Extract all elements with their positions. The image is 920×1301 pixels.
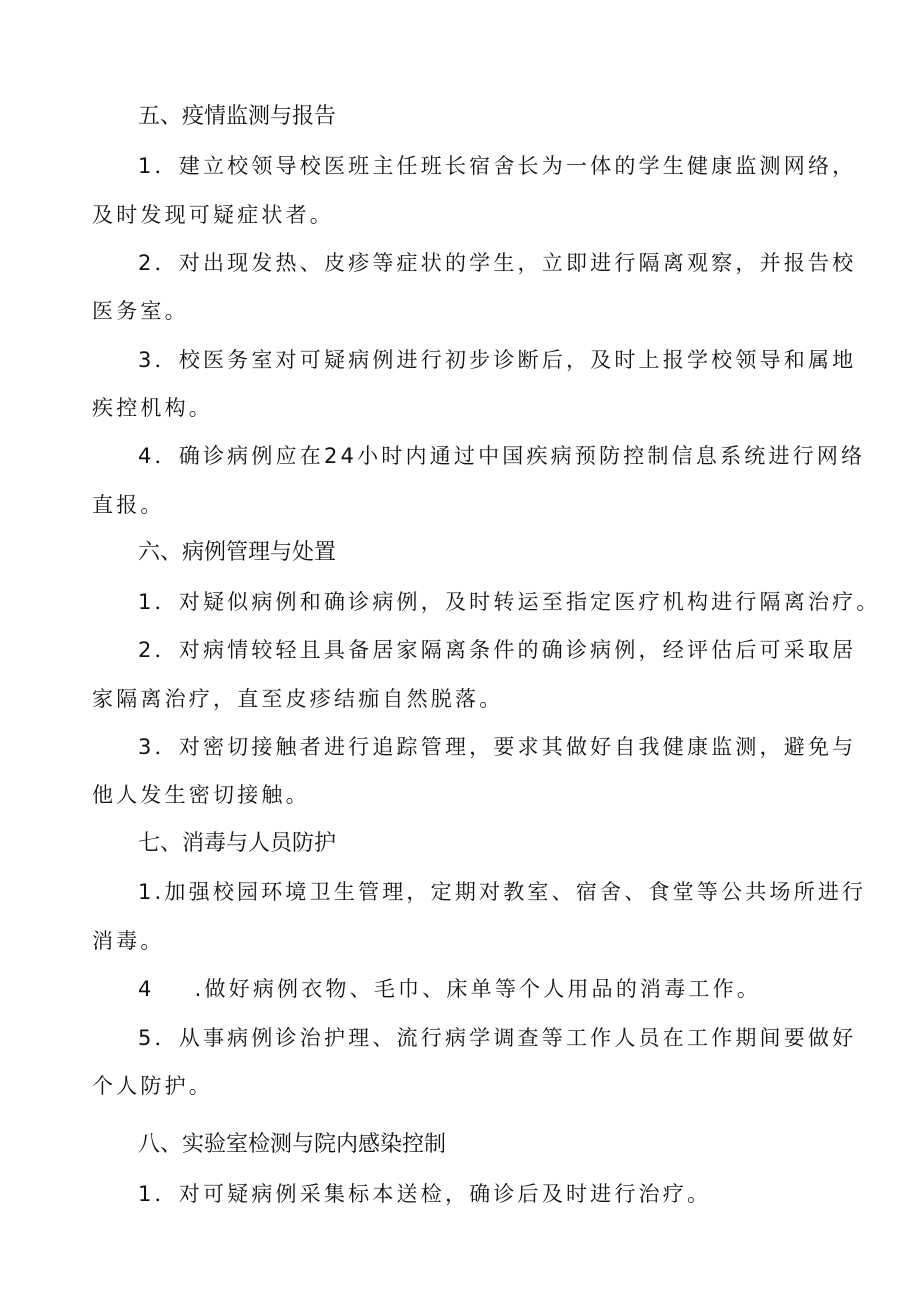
list-item-line: 消毒。 [92,929,165,953]
list-item-line: 1．对可疑病例采集标本送检，确诊后及时进行治疗。 [138,1182,712,1206]
section-heading: 七、消毒与人员防护 [138,831,337,856]
list-item-line: 1．对疑似病例和确诊病例，及时转运至指定医疗机构进行隔离治疗。 [138,590,881,614]
list-item-line: 3．校医务室对可疑病例进行初步诊断后，及时上报学校领导和属地 [138,348,857,372]
list-item-line: 1.加强校园环境卫生管理，定期对教室、宿舍、食堂等公共场所进行 [138,880,867,904]
list-item-line: 直报。 [92,493,165,517]
list-item-line: 及时发现可疑症状者。 [92,203,334,227]
list-item-number: 4 [138,977,155,1001]
list-item-line [138,975,761,1003]
section-heading: 六、病例管理与处置 [138,540,337,565]
list-item-line: 他人发生密切接触。 [92,783,310,807]
list-item-text: .做好病例衣物、毛巾、床单等个人用品的消毒工作。 [194,977,762,1001]
list-item-line: 个人防护。 [92,1074,213,1098]
list-item-line: 2．对病情较轻且具备居家隔离条件的确诊病例，经评估后可采取居 [138,638,857,662]
list-item-line: 2．对出现发热、皮疹等症状的学生，立即进行隔离观察，并报告校 [138,251,857,275]
list-item-line: 5．从事病例诊治护理、流行病学调查等工作人员在工作期间要做好 [138,1026,857,1050]
list-item-line: 疾控机构。 [92,396,213,420]
list-item-line: 3．对密切接触者进行追踪管理，要求其做好自我健康监测，避免与 [138,735,857,759]
list-item-line: 医务室。 [92,299,189,323]
list-item-line: 家隔离治疗，直至皮疹结痂自然脱落。 [92,687,504,711]
section-heading: 五、疫情监测与报告 [138,104,337,129]
section-heading: 八、实验室检测与院内感染控制 [138,1132,447,1157]
list-item-line: 4．确诊病例应在24小时内通过中国疾病预防控制信息系统进行网络 [138,444,866,468]
list-item-line: 1．建立校领导校医班主任班长宿舍长为一体的学生健康监测网络， [138,154,857,178]
